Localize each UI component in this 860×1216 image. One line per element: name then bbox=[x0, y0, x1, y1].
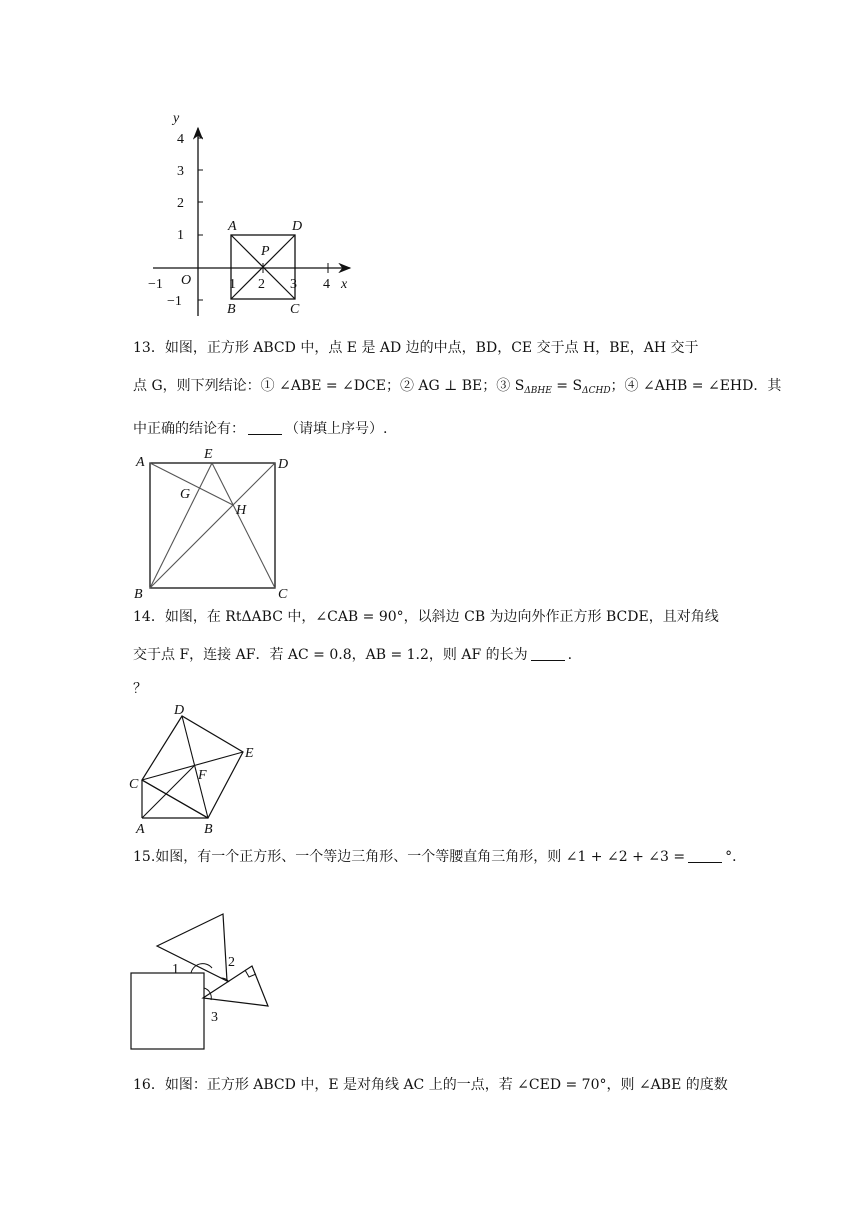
right-triangle bbox=[203, 966, 268, 1006]
x-tick-label: 3 bbox=[290, 277, 297, 292]
q14-text-1: 如图，在 RtΔABC 中，∠CAB = 90°，以斜边 CB 为边向外作正方形 BCDE，且对角线 bbox=[164, 609, 719, 625]
x-tick-label: 2 bbox=[258, 277, 265, 292]
angle-label-1: 1 bbox=[172, 962, 179, 977]
q14-number: 14． bbox=[133, 609, 165, 625]
y-tick-label: −1 bbox=[167, 294, 182, 309]
q14-text-2a: 交于点 F，连接 AF．若 AC = 0.8，AB = 1.2，则 AF 的长为 bbox=[133, 647, 528, 663]
q13-text-3a: 中正确的结论有： bbox=[133, 421, 245, 437]
y-tick-label: 3 bbox=[177, 164, 184, 179]
q15-text-1a: 如图，有一个正方形、一个等边三角形、一个等腰直角三角形，则 ∠1 + ∠2 + ∠3 = bbox=[155, 849, 686, 865]
q13-text-2b: = S bbox=[551, 378, 583, 394]
label-a: A bbox=[136, 455, 145, 470]
point-label-d: D bbox=[292, 219, 303, 234]
x-tick-label: −1 bbox=[148, 277, 163, 292]
label-e: E bbox=[204, 447, 213, 462]
q15-number: 15. bbox=[133, 849, 156, 865]
q14-line-2 bbox=[133, 636, 733, 674]
label-g: G bbox=[180, 487, 191, 502]
q16-number: 16． bbox=[133, 1077, 165, 1093]
q13-figure bbox=[133, 446, 303, 601]
label-a: A bbox=[136, 822, 145, 837]
question-14 bbox=[133, 598, 733, 674]
answer-blank[interactable] bbox=[531, 646, 565, 661]
y-tick-label: 2 bbox=[177, 196, 184, 211]
angle-label-3: 3 bbox=[211, 1010, 218, 1025]
q13-text-2c: ；④ ∠AHB = ∠EHD．其 bbox=[610, 378, 782, 394]
question-mark: ？ bbox=[133, 681, 147, 697]
label-e: E bbox=[245, 746, 254, 761]
label-c: C bbox=[278, 587, 288, 602]
q13-subscript-1: ΔBHE bbox=[524, 386, 552, 396]
q14-figure bbox=[128, 702, 268, 837]
q15-text-1b: °． bbox=[725, 849, 747, 865]
origin-label: O bbox=[181, 273, 192, 288]
q13-text-2a: 点 G，则下列结论：① ∠ABE = ∠DCE；② AG ⊥ BE；③ S bbox=[133, 378, 525, 394]
coordinate-figure bbox=[145, 108, 365, 323]
q13-number: 13． bbox=[133, 340, 165, 356]
q15-line-1 bbox=[133, 838, 747, 876]
label-d: D bbox=[174, 703, 185, 718]
question-15 bbox=[133, 838, 747, 876]
answer-blank[interactable] bbox=[688, 848, 722, 863]
answer-blank[interactable] bbox=[248, 420, 282, 435]
label-c: C bbox=[129, 777, 139, 792]
label-d: D bbox=[278, 457, 289, 472]
point-label-b: B bbox=[227, 302, 236, 317]
x-axis-label: x bbox=[341, 277, 348, 292]
q14-text-2b: . bbox=[567, 647, 573, 663]
point-label-p: P bbox=[261, 244, 270, 259]
q13-line-1 bbox=[133, 329, 733, 367]
q16-text-1: 如图：正方形 ABCD 中，E 是对角线 AC 上的一点，若 ∠CED = 70°，则 ∠ABE 的度数 bbox=[164, 1077, 728, 1093]
y-tick-label: 1 bbox=[177, 228, 184, 243]
square bbox=[131, 973, 204, 1049]
q13-line-2 bbox=[133, 367, 782, 410]
q14-line-1 bbox=[133, 598, 733, 636]
q13-text-1: 如图，正方形 ABCD 中，点 E 是 AD 边的中点，BD，CE 交于点 H，BE，AH 交于 bbox=[164, 340, 699, 356]
label-h: H bbox=[236, 503, 247, 518]
y-tick-label: 4 bbox=[177, 132, 184, 147]
q13-subscript-2: ΔCHD bbox=[582, 386, 611, 396]
question-16 bbox=[133, 1066, 733, 1104]
angle-label-2: 2 bbox=[228, 955, 235, 970]
x-tick-label: 1 bbox=[229, 277, 236, 292]
y-axis-label: y bbox=[173, 111, 180, 126]
q15-figure bbox=[125, 908, 285, 1058]
q13-text-3b: （请填上序号）. bbox=[285, 421, 388, 437]
q16-line-1 bbox=[133, 1066, 733, 1104]
point-label-c: C bbox=[290, 302, 300, 317]
question-13 bbox=[133, 329, 782, 448]
label-b: B bbox=[204, 822, 213, 837]
label-f: F bbox=[198, 768, 207, 783]
q13-line-3 bbox=[133, 410, 733, 448]
point-label-a: A bbox=[228, 219, 237, 234]
label-b: B bbox=[134, 587, 143, 602]
x-tick-label: 4 bbox=[323, 277, 330, 292]
